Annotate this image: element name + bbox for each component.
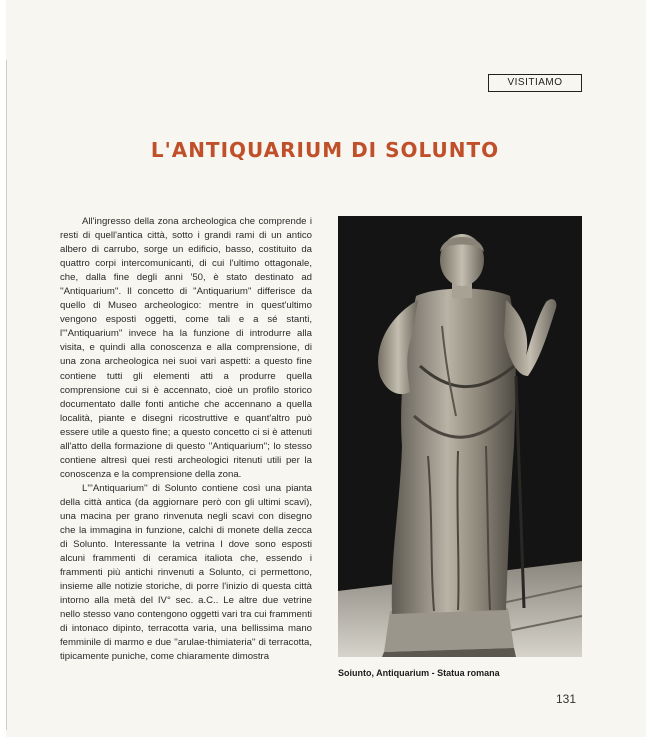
article-body	[60, 215, 312, 665]
article-title: L'ANTIQUARIUM DI SOLUNTO	[150, 138, 500, 162]
statue-photo	[338, 216, 582, 657]
paragraph-2: L'''Antiquarium'' di Solunto contiene così una pianta della città antica (da aggiornare però con gli ultimi scavi), una macina per grano rinvenuta negli scavi con disegno che la immagina in funzione, calchi di monete della zecca di Solunto. Interessante la vetrina I dove sono esposti alcuni frammenti di ceramica italiota che, essendo i frammenti più antichi rinvenuti a Solunto, ci permettono, insieme alle notizie storiche, di porre l'inizio di questa città intorno alla metà del IV° sec. a.C.. Le altre due vetrine nello stesso vano contengono oggetti vari tra cui frammenti di intonaco dipinto, terracotta varia, una bellissima mano femminile di marmo e due ''arulae-thimiateria'' di terracotta, tipicamente puniche, come chiaramente dimostra	[60, 482, 312, 663]
paragraph-1: All'ingresso della zona archeologica che comprende i resti di quell'antica città, sotto i grandi rami di un antico albero di carrubo, sorge un edificio, basso, costituito da quattro corpi intercomunicanti, di cui l'ultimo ottagonale, che, dalla fine degli anni '50, è stato destinato ad ''Antiquarium''. Il concetto di ''Antiquarium'' differisce da quello di Museo archeologico: mentre in quest'ultimo vengono esposti oggetti, come tali e a sé stanti, l'''Antiquarium'' invece ha la funzione di introdurre alla visita, e quindi alla conoscenza e alla comprensione, di una zona archeologica nei suoi vari aspetti: a questo fine contiene tutti gli elementi atti a produrre quella comprensione cui si è accennato, cioè un profilo storico documentato dalle fonti antiche che accennano a quella località, piante e disegni ricostruttive e quant'altro può essere utile a questo fine; a questo concetto ci si è attenuti all'atto della formazione di questo ''Antiquarium''; lo stesso contiene altresì quei resti archeologici ritenuti utili per la conoscenza e la comprensione della zona.	[60, 216, 312, 480]
statue-illustration	[338, 216, 582, 657]
page-number: 131	[556, 692, 577, 706]
photo-caption: Soiunto, Antiquarium - Statua romana	[338, 668, 500, 678]
section-label: VISITIAMO	[488, 74, 582, 92]
